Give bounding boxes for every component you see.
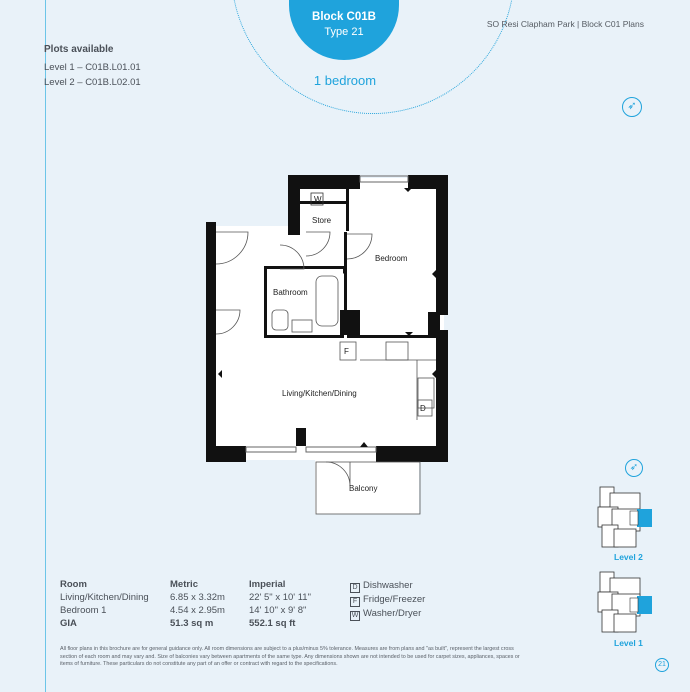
bedroom-count: 1 bedroom: [313, 73, 377, 88]
schedule-imperial-column: [249, 578, 311, 630]
legend-label: Fridge/Freezer: [363, 594, 426, 605]
legend-code: F: [350, 597, 360, 607]
plot-item: Level 1 – C01B.L01.01: [44, 62, 141, 73]
floor-fill: [212, 226, 444, 460]
legend-item-washer: [350, 608, 421, 621]
balcony-label: Balcony: [349, 484, 378, 493]
gia-metric: 51.3 sq m: [170, 618, 214, 629]
legend-code: W: [351, 612, 359, 619]
dishwasher-code: D: [420, 404, 426, 413]
legend-item-dishwasher: [350, 580, 413, 593]
block-name: Block C01B: [312, 11, 376, 23]
keyplan-level1-label: Level 1: [614, 638, 643, 648]
plots-title: Plots available: [44, 44, 114, 55]
floor-plan: [200, 170, 460, 520]
metric-value: 4.54 x 2.95m: [170, 605, 225, 616]
gia-imperial: 552.1 sq ft: [249, 618, 296, 629]
bathroom-label: Bathroom: [273, 288, 308, 297]
metric-value: 6.85 x 3.32m: [170, 592, 225, 603]
legend-item-fridge: [350, 594, 425, 607]
living-label: Living/Kitchen/Dining: [282, 389, 357, 398]
keyplan-level1: [594, 570, 656, 636]
keyplan-level2-label: Level 2: [614, 552, 643, 562]
project-title: SO Resi Clapham Park | Block C01 Plans: [486, 19, 644, 29]
margin-rule: [45, 0, 46, 692]
schedule-room-column: [60, 578, 149, 630]
washer-code: W: [314, 195, 322, 204]
room-header: Room: [60, 579, 87, 590]
imperial-value: 22' 5" x 10' 11": [249, 592, 311, 603]
legend-code: D: [350, 583, 360, 593]
gia-label: GIA: [60, 618, 77, 629]
keyplan-level2: [594, 485, 656, 551]
imperial-header: Imperial: [249, 579, 286, 590]
legend-label: Washer/Dryer: [363, 608, 422, 619]
bedroom-label: Bedroom: [375, 254, 408, 263]
room-name: Bedroom 1: [60, 605, 107, 616]
unit-type: Type 21: [324, 26, 364, 38]
schedule-metric-column: [170, 578, 225, 630]
fridge-code: F: [344, 347, 349, 356]
page-number: 21: [655, 658, 669, 672]
store-label: Store: [312, 216, 332, 225]
disclaimer-text: All floor plans in this brochure are for general guidance only. All room dimensions are subject to a plus/minus 5% tolerance. Measures are from plans and "as built", represent the largest cross section of each room and may vary and. Size of balconies vary between apartments of the same type. Any dimensions shown are not intended to be used for carpet sizes, appliances, spaces or items of furniture. These particulars do not constitute any part of an offer or contract with regard to the specifications.: [60, 646, 520, 667]
legend-label: Dishwasher: [363, 580, 413, 591]
plot-item: Level 2 – C01B.L02.01: [44, 77, 141, 88]
compass-icon: ➶: [625, 459, 643, 477]
compass-icon: ➶: [622, 97, 642, 117]
metric-header: Metric: [170, 579, 198, 590]
room-name: Living/Kitchen/Dining: [60, 592, 149, 603]
imperial-value: 14' 10" x 9' 8": [249, 605, 307, 616]
